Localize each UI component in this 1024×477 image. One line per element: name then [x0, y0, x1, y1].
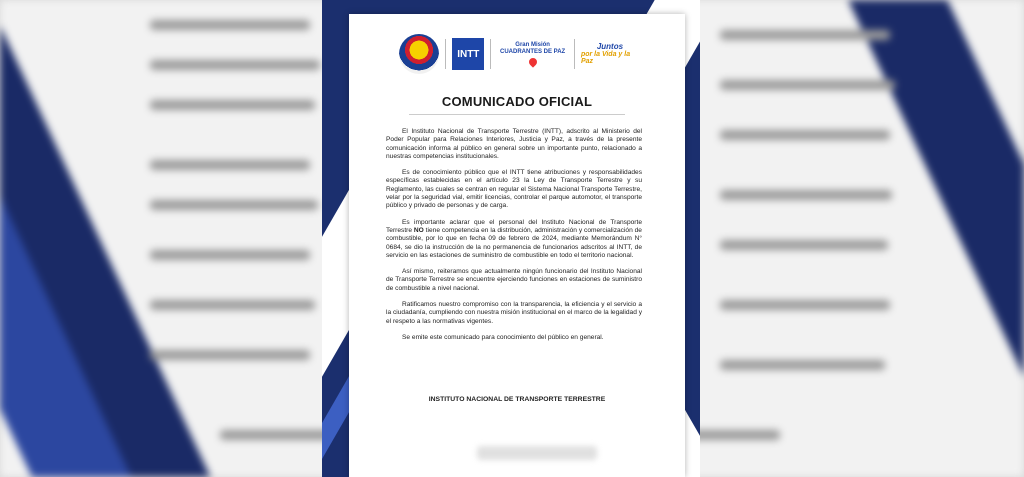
background-text-line — [150, 20, 310, 30]
logo-bar — [399, 32, 639, 76]
paragraph-bold-text: NO — [413, 226, 424, 234]
map-pin-icon — [527, 56, 538, 67]
background-text-line — [150, 350, 310, 360]
background-text-line — [150, 100, 315, 110]
title-divider — [409, 114, 625, 115]
paragraph: Ratificamos nuestro compromiso con la transparencia, la eficiencia y el servicio a la ciudadanía, cumpliendo con nuestra misión institucional en el marco de la legalidad y el respeto a las normativas vigentes. — [386, 301, 642, 325]
gran-mision-text: Gran Misión CUADRANTES DE PAZ — [500, 42, 566, 55]
juntos-logo — [581, 38, 639, 70]
intt-logo: INTT — [452, 38, 484, 70]
paragraph: Es de conocimiento público que el INTT tiene atribuciones y responsabilidades específicas establecidas en el artículo 23 la Ley de Transporte Terrestre y su Reglamento, las cuales se centran en regular el Sistema Nacional Transporte Terrestre, velar por la seguridad vial, emitir licencias, controlar el parque automotor, el transporte público y privado de personas y de carga. — [386, 169, 642, 210]
background-text-line — [720, 240, 888, 250]
document-body — [386, 128, 642, 350]
paragraph — [386, 219, 642, 260]
paragraph-text: Es importante aclarar que el personal del Instituto Nacional de Transporte Terrestre — [386, 218, 642, 234]
signature-line: INSTITUTO NACIONAL DE TRANSPORTE TERRESTRE — [428, 396, 606, 403]
background-stripe — [816, 0, 1024, 477]
venezuela-coat-of-arms-icon — [399, 34, 439, 74]
background-text-line — [150, 250, 310, 260]
background-text-line — [720, 80, 895, 90]
paragraph: Así mismo, reiteramos que actualmente ningún funcionario del Instituto Nacional de Transporte Terrestre se encuentre ejerciendo funciones en estaciones de suministro de combustible a nivel nacional. — [386, 268, 642, 292]
redacted-mark — [477, 446, 597, 460]
background-text-line — [150, 200, 318, 210]
official-statement-document — [349, 14, 685, 477]
juntos-text: Juntos — [596, 42, 624, 51]
paragraph: Se emite este comunicado para conocimiento del público en general. — [402, 333, 604, 341]
background-text-line — [720, 190, 892, 200]
paragraph-text: tiene competencia en la distribución, administración y comercialización de combustible, por lo que en fecha 09 de febrero de 2024, mediante Memorándum N° 0684, se dio la instrucción de la no permanencia de funcionarios adscritos al INTT, de servicio en las estaciones de suministro de combustible en todo el territorio nacional. — [386, 226, 642, 259]
juntos-subtext: por la Vida y la Paz — [580, 51, 631, 65]
background-text-line — [720, 300, 890, 310]
background-text-line — [720, 30, 890, 40]
background-text-line — [150, 300, 315, 310]
logo-divider — [490, 39, 491, 69]
logo-divider — [574, 39, 575, 69]
logo-divider — [445, 39, 446, 69]
paragraph: El Instituto Nacional de Transporte Terrestre (INTT), adscrito al Ministerio del Poder Popular para Relaciones Interiores, Justicia y Paz, a través de la presente comunicación informa al público en general sobre un importante punto, relacionado a nuestras competencias institucionales. — [386, 128, 642, 160]
background-text-line — [150, 160, 310, 170]
background-text-line — [150, 60, 320, 70]
background-text-line — [720, 360, 885, 370]
document-title: COMUNICADO OFICIAL — [441, 94, 593, 109]
background-text-line — [720, 130, 890, 140]
gran-mision-logo — [498, 39, 568, 69]
